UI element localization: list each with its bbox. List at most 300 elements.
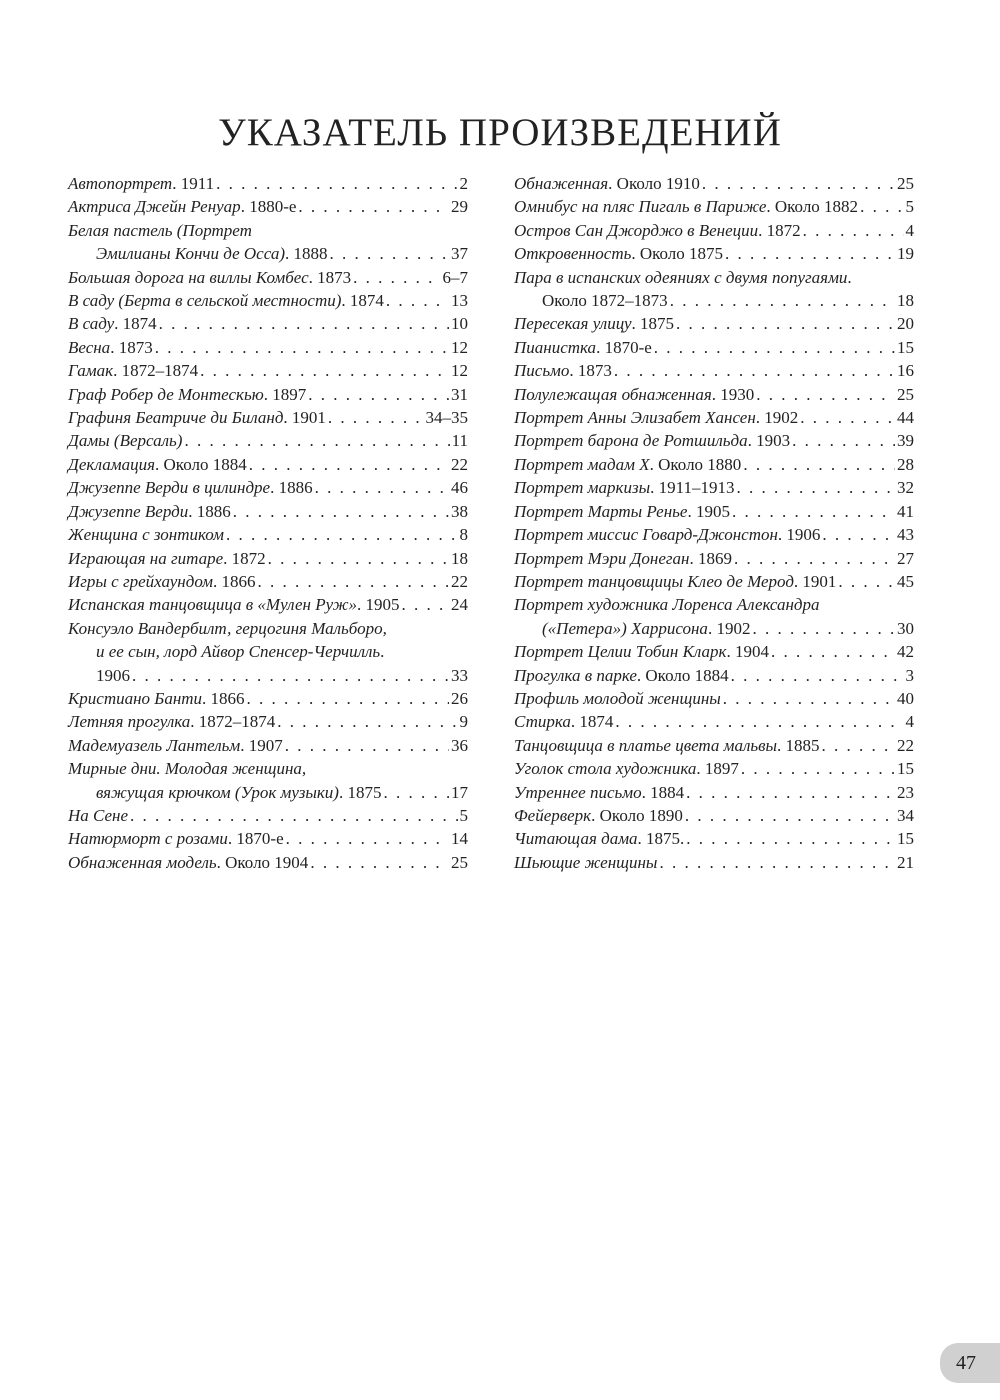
- dot-leader: [386, 289, 449, 312]
- entry-page: 37: [451, 244, 468, 264]
- dot-leader: [822, 734, 895, 757]
- entry-date: . 1930: [711, 384, 755, 404]
- dot-leader: [285, 734, 449, 757]
- dot-leader: [792, 429, 895, 452]
- index-entry-line: [68, 781, 468, 804]
- dot-leader: [860, 195, 903, 218]
- index-entry-line: [514, 593, 914, 616]
- entry-title: Мирные дни. Молодая женщина,: [68, 759, 307, 779]
- dot-leader: [233, 500, 449, 523]
- index-entry: [514, 476, 914, 499]
- index-entry-line: [514, 476, 914, 499]
- index-entry-line: [68, 429, 468, 452]
- entry-page: 25: [897, 384, 914, 404]
- index-entry-line: [68, 359, 468, 382]
- dot-leader: [298, 195, 449, 218]
- index-entry-line: [68, 523, 468, 546]
- index-entry-line: [514, 710, 914, 733]
- index-entry: [514, 219, 914, 242]
- entry-title: Джузеппе Верди в цилиндре: [68, 478, 271, 498]
- index-entry-line: [68, 383, 468, 406]
- index-entry: [514, 453, 914, 476]
- index-entry-line: [68, 406, 468, 429]
- entry-date: . 1872: [758, 220, 801, 240]
- entry-title: Белая пастель (Портрет: [68, 220, 252, 240]
- index-entry-line: [514, 781, 914, 804]
- dot-leader: [328, 406, 424, 429]
- entry-date: . 1874: [341, 291, 384, 311]
- entry-title: и ее сын, лорд Айвор Спенсер-Черчилль: [96, 642, 381, 662]
- page-number: 47: [940, 1343, 1000, 1383]
- dot-leader: [686, 781, 895, 804]
- index-entry-line: [514, 757, 914, 780]
- dot-leader: [258, 570, 449, 593]
- entry-date: .: [847, 267, 852, 287]
- index-entry: [514, 687, 914, 710]
- entry-date: . 1886: [270, 478, 313, 498]
- index-entry: [68, 617, 468, 687]
- entry-title: Письмо: [514, 361, 570, 381]
- entry-title: Профиль молодой женщины: [514, 688, 721, 708]
- dot-leader: [132, 664, 449, 687]
- dot-leader: [741, 757, 895, 780]
- entry-title: Пара в испанских одеяниях с двумя попугаями: [514, 267, 848, 287]
- entry-page: 22: [451, 571, 468, 591]
- entry-date: . 1911: [172, 174, 215, 193]
- entry-title: Уголок стола художника: [514, 759, 697, 779]
- index-entry-line: [68, 664, 468, 687]
- index-entry: [514, 804, 914, 827]
- entry-title: Откровенность: [514, 244, 632, 264]
- index-entry: [68, 593, 468, 616]
- entry-date: . Около 1904: [216, 852, 309, 872]
- dot-leader: [383, 781, 449, 804]
- dot-leader: [803, 219, 904, 242]
- index-entry: [514, 710, 914, 733]
- entry-page: 14: [451, 829, 468, 849]
- index-entry-line: [514, 640, 914, 663]
- index-entry-line: [68, 289, 468, 312]
- entry-title: Автопортрет: [68, 174, 173, 193]
- entry-page: 6–7: [442, 267, 468, 287]
- entry-page: 25: [897, 174, 914, 193]
- entry-title: Мадемуазель Лантельм: [68, 735, 241, 755]
- entry-date: . 1897: [263, 384, 307, 404]
- dot-leader: [659, 851, 895, 874]
- index-entry-line: [68, 570, 468, 593]
- entry-page: 18: [451, 548, 468, 568]
- index-entry: [514, 851, 914, 874]
- index-entry: [514, 383, 914, 406]
- index-entry: [514, 593, 914, 640]
- entry-page: 42: [897, 642, 914, 662]
- dot-leader: [159, 312, 449, 335]
- entry-title: Женщина с зонтиком: [68, 525, 224, 545]
- entry-page: 46: [451, 478, 468, 498]
- entry-page: 15: [897, 759, 914, 779]
- dot-leader: [743, 453, 895, 476]
- index-entry-line: [68, 476, 468, 499]
- entry-date: . 1903: [747, 431, 791, 451]
- dot-leader: [402, 593, 449, 616]
- index-entry: [514, 781, 914, 804]
- entry-title: («Петера») Харрисона: [542, 618, 708, 638]
- index-entry-line: [514, 359, 914, 382]
- dot-leader: [723, 687, 895, 710]
- entry-title: Обнаженная модель: [68, 852, 217, 872]
- dot-leader: [247, 687, 449, 710]
- entry-title: Портрет Анны Элизабет Хансен: [514, 408, 756, 428]
- index-entry: [68, 500, 468, 523]
- index-entry-line: [68, 640, 468, 663]
- index-entry-line: [514, 687, 914, 710]
- dot-leader: [756, 383, 895, 406]
- entry-date: . 1869: [689, 548, 732, 568]
- entry-title: Портрет Целии Тобин Кларк: [514, 642, 727, 662]
- entry-page: 15: [897, 829, 914, 849]
- entry-date: . 1872: [223, 548, 266, 568]
- entry-date: . 1870-е: [596, 337, 652, 357]
- entry-title: Графиня Беатриче ди Биланд: [68, 408, 284, 428]
- entry-title: На Сене: [68, 805, 129, 825]
- index-entry-line: [514, 734, 914, 757]
- index-entry: [514, 195, 914, 218]
- entry-date: . 1875: [338, 782, 382, 802]
- index-entry: [68, 429, 468, 452]
- index-entry-line: [68, 500, 468, 523]
- entry-title: Утреннее письмо: [514, 782, 642, 802]
- entry-title: Омнибус на пляс Пигаль в Париже: [514, 197, 767, 217]
- index-entry-line: [68, 617, 468, 640]
- index-entry-line: [68, 266, 468, 289]
- index-entry-line: [514, 827, 914, 850]
- dot-leader: [676, 312, 895, 335]
- index-entry-line: [514, 547, 914, 570]
- index-entry-line: [514, 570, 914, 593]
- dot-leader: [155, 336, 449, 359]
- entry-page: 19: [897, 244, 914, 264]
- dot-leader: [184, 429, 449, 452]
- entry-date: .: [380, 642, 385, 662]
- entry-title: Портрет маркизы: [514, 478, 651, 498]
- index-entry-line: [68, 710, 468, 733]
- entry-title: Портрет Мэри Донеган: [514, 548, 690, 568]
- dot-leader: [277, 710, 457, 733]
- entry-page: 8: [459, 525, 468, 545]
- entry-title: Пианистка: [514, 337, 597, 357]
- index-entry: [68, 851, 468, 874]
- dot-leader: [731, 664, 904, 687]
- entry-title: Шьющие женщины: [514, 852, 658, 872]
- entry-title: Кристиано Банти: [68, 688, 203, 708]
- dot-leader: [200, 359, 449, 382]
- index-entry: [68, 359, 468, 382]
- index-entry-line: [514, 266, 914, 289]
- index-entry-line: [514, 429, 914, 452]
- entry-date: . 1874: [114, 314, 157, 334]
- entry-page: 34–35: [425, 408, 468, 428]
- index-entry-line: [68, 593, 468, 616]
- entry-page: 4: [905, 220, 914, 240]
- index-entry: [68, 547, 468, 570]
- index-entry: [68, 336, 468, 359]
- index-entry-line: [68, 219, 468, 242]
- entry-title: В саду: [68, 314, 115, 334]
- entry-page: 26: [451, 688, 468, 708]
- entry-title: Портрет танцовщицы Клео де Мерод: [514, 571, 794, 591]
- entry-page: 13: [451, 291, 468, 311]
- entry-date: . 1866: [202, 688, 245, 708]
- entry-page: 25: [451, 852, 468, 872]
- entry-date: . 1907: [240, 735, 283, 755]
- dot-leader: [732, 500, 895, 523]
- index-entry-line: [514, 453, 914, 476]
- entry-page: 5: [905, 197, 914, 217]
- index-entry-line: [68, 312, 468, 335]
- entry-title: Полулежащая обнаженная: [514, 384, 712, 404]
- index-entry: [68, 453, 468, 476]
- entry-title: Большая дорога на виллы Комбес: [68, 267, 309, 287]
- index-entry: [514, 640, 914, 663]
- index-entry: [514, 547, 914, 570]
- index-entry: [68, 383, 468, 406]
- dot-leader: [268, 547, 449, 570]
- index-entry-line: [514, 664, 914, 687]
- entry-page: 40: [897, 688, 914, 708]
- entry-date: . 1902: [707, 618, 751, 638]
- index-entry: [68, 687, 468, 710]
- index-entry: [514, 827, 914, 850]
- index-entry-line: [514, 523, 914, 546]
- entry-date: . 1873: [569, 361, 612, 381]
- entry-date: . 1901: [793, 571, 837, 591]
- dot-leader: [771, 640, 895, 663]
- dot-leader: [315, 476, 449, 499]
- dot-leader: [737, 476, 896, 499]
- dot-leader: [822, 523, 895, 546]
- index-entry-line: [68, 687, 468, 710]
- index-entry: [514, 734, 914, 757]
- entry-page: 44: [897, 408, 914, 428]
- index-entry: [68, 219, 468, 266]
- entry-page: 18: [897, 291, 914, 311]
- entry-page: 4: [905, 712, 914, 732]
- index-entry-line: [514, 219, 914, 242]
- entry-page: 29: [451, 197, 468, 217]
- entry-date: . 1905: [357, 595, 400, 615]
- index-entry: [68, 804, 468, 827]
- dot-leader: [216, 172, 457, 195]
- index-entry: [68, 289, 468, 312]
- entry-page: 33: [451, 665, 468, 685]
- entry-title: Танцовщица в платье цвета мальвы: [514, 735, 778, 755]
- index-entry: [68, 172, 468, 195]
- entry-title: Прогулка в парке: [514, 665, 637, 685]
- index-entry: [514, 336, 914, 359]
- entry-page: 32: [897, 478, 914, 498]
- index-entry-line: [514, 406, 914, 429]
- index-entry: [68, 523, 468, 546]
- index-entry: [514, 664, 914, 687]
- entry-page: 20: [897, 314, 914, 334]
- index-entry-line: [514, 242, 914, 265]
- index-entry: [68, 266, 468, 289]
- entry-date: . 1897: [696, 759, 739, 779]
- entry-date: . 1866: [213, 571, 256, 591]
- entry-date: . 1906: [777, 525, 821, 545]
- dot-leader: [685, 804, 895, 827]
- entry-page: 24: [451, 595, 468, 615]
- entry-date: . 1870-е: [227, 829, 284, 849]
- entry-page: 16: [897, 361, 914, 381]
- entry-title: Фейерверк: [514, 805, 592, 825]
- entry-title: Портрет художника Лоренса Александра: [514, 595, 820, 615]
- entry-date: . 1884: [641, 782, 685, 802]
- entry-page: 39: [897, 431, 914, 451]
- entry-title: Джузеппе Верди: [68, 501, 189, 521]
- entry-title: Игры с грейхаундом: [68, 571, 214, 591]
- index-entry-line: [514, 172, 914, 195]
- index-entry-line: [514, 383, 914, 406]
- entry-page: 27: [897, 548, 914, 568]
- index-entry: [514, 500, 914, 523]
- index-entry: [68, 406, 468, 429]
- entry-page: 15: [897, 337, 914, 357]
- entry-page: 3: [905, 665, 914, 685]
- index-entry-line: [68, 172, 468, 195]
- entry-page: 2: [459, 174, 468, 193]
- dot-leader: [654, 336, 895, 359]
- entry-page: 41: [897, 501, 914, 521]
- entry-title: Остров Сан Джорджо в Венеции: [514, 220, 759, 240]
- dot-leader: [725, 242, 895, 265]
- dot-leader: [353, 266, 440, 289]
- entry-date: . Около 1910: [608, 174, 700, 193]
- entry-date: . 1872–1874: [190, 712, 276, 732]
- entry-title: Эмилианы Кончи де Осса): [96, 244, 285, 264]
- entry-date: . Около 1884: [155, 454, 247, 474]
- entry-title: Стирка: [514, 712, 571, 732]
- entry-title: Актриса Джейн Ренуар: [68, 197, 241, 217]
- index-entry: [68, 827, 468, 850]
- index-entry: [514, 757, 914, 780]
- entry-date: . 1873: [110, 337, 153, 357]
- dot-leader: [734, 547, 895, 570]
- dot-leader: [838, 570, 895, 593]
- entry-date: . Около 1882: [766, 197, 859, 217]
- entry-date: . 1872–1874: [113, 361, 199, 381]
- dot-leader: [702, 172, 895, 195]
- dot-leader: [286, 827, 449, 850]
- index-entry-line: [514, 500, 914, 523]
- index-entry: [514, 266, 914, 313]
- entry-date: 1906: [96, 665, 130, 685]
- index-entry-line: [514, 617, 914, 640]
- index-entry: [514, 172, 914, 195]
- entry-date: . 1902: [755, 408, 799, 428]
- entry-page: 12: [451, 361, 468, 381]
- entry-date: . 1873: [308, 267, 352, 287]
- index-entry: [68, 710, 468, 733]
- entry-date: . Около 1890: [591, 805, 683, 825]
- index-entry-line: [514, 336, 914, 359]
- entry-page: 23: [897, 782, 914, 802]
- entry-title: Портрет мадам Х: [514, 454, 650, 474]
- entry-page: 34: [897, 805, 914, 825]
- index-entry-line: [68, 336, 468, 359]
- entry-date: . 1904: [726, 642, 769, 662]
- entry-title: Портрет барона де Ротшильда: [514, 431, 748, 451]
- entry-page: 9: [459, 712, 468, 732]
- dot-leader: [686, 827, 895, 850]
- index-entry: [514, 359, 914, 382]
- entry-page: 45: [897, 571, 914, 591]
- entry-title: Портрет Марты Ренье: [514, 501, 688, 521]
- entry-title: Портрет миссис Говард-Джонстон: [514, 525, 778, 545]
- entry-date: . 1880-е: [240, 197, 297, 217]
- index-entry-line: [514, 289, 914, 312]
- entry-page: 11: [451, 431, 468, 451]
- index-entry: [514, 523, 914, 546]
- dot-leader: [614, 359, 895, 382]
- entry-date: . 1905: [687, 501, 730, 521]
- index-entry: [68, 734, 468, 757]
- index-entry: [514, 406, 914, 429]
- entry-page: 31: [451, 384, 468, 404]
- index-entry-line: [68, 757, 468, 780]
- entry-page: 21: [897, 852, 914, 872]
- entry-title: Натюрморт с розами: [68, 829, 228, 849]
- index-entry: [514, 570, 914, 593]
- entry-date: . Около 1875: [631, 244, 724, 264]
- entry-date: . Около 1884: [636, 665, 729, 685]
- index-column-right: [514, 172, 914, 874]
- entry-page: 30: [897, 618, 914, 638]
- entry-date: . 1885: [777, 735, 820, 755]
- entry-date: Около 1872–1873: [542, 291, 668, 311]
- index-entry: [514, 429, 914, 452]
- index-entry: [68, 476, 468, 499]
- entry-page: 22: [897, 735, 914, 755]
- index-entry: [68, 312, 468, 335]
- index-entry: [514, 312, 914, 335]
- index-entry-line: [514, 851, 914, 874]
- entry-page: 22: [451, 454, 468, 474]
- entry-page: 10: [451, 314, 468, 334]
- entry-page: 38: [451, 501, 468, 521]
- entry-title: Пересекая улицу: [514, 314, 632, 334]
- entry-title: Испанская танцовщица в «Мулен Руж»: [68, 595, 358, 615]
- index-entry: [68, 757, 468, 804]
- index-entry-line: [514, 195, 914, 218]
- entry-title: вяжущая крючком (Урок музыки): [96, 782, 339, 802]
- index-entry: [68, 570, 468, 593]
- index-entry-line: [68, 453, 468, 476]
- dot-leader: [800, 406, 895, 429]
- dot-leader: [670, 289, 895, 312]
- entry-date: . 1888: [284, 244, 328, 264]
- entry-title: Обнаженная: [514, 174, 609, 193]
- entry-title: Летняя прогулка: [68, 712, 191, 732]
- index-entry: [68, 195, 468, 218]
- entry-title: Весна: [68, 337, 111, 357]
- dot-leader: [329, 242, 449, 265]
- index-entry-line: [514, 804, 914, 827]
- entry-date: . 1886: [188, 501, 231, 521]
- dot-leader: [308, 383, 449, 406]
- entry-title: Дамы (Версаль): [68, 431, 183, 451]
- entry-title: Граф Робер де Монтескью: [68, 384, 264, 404]
